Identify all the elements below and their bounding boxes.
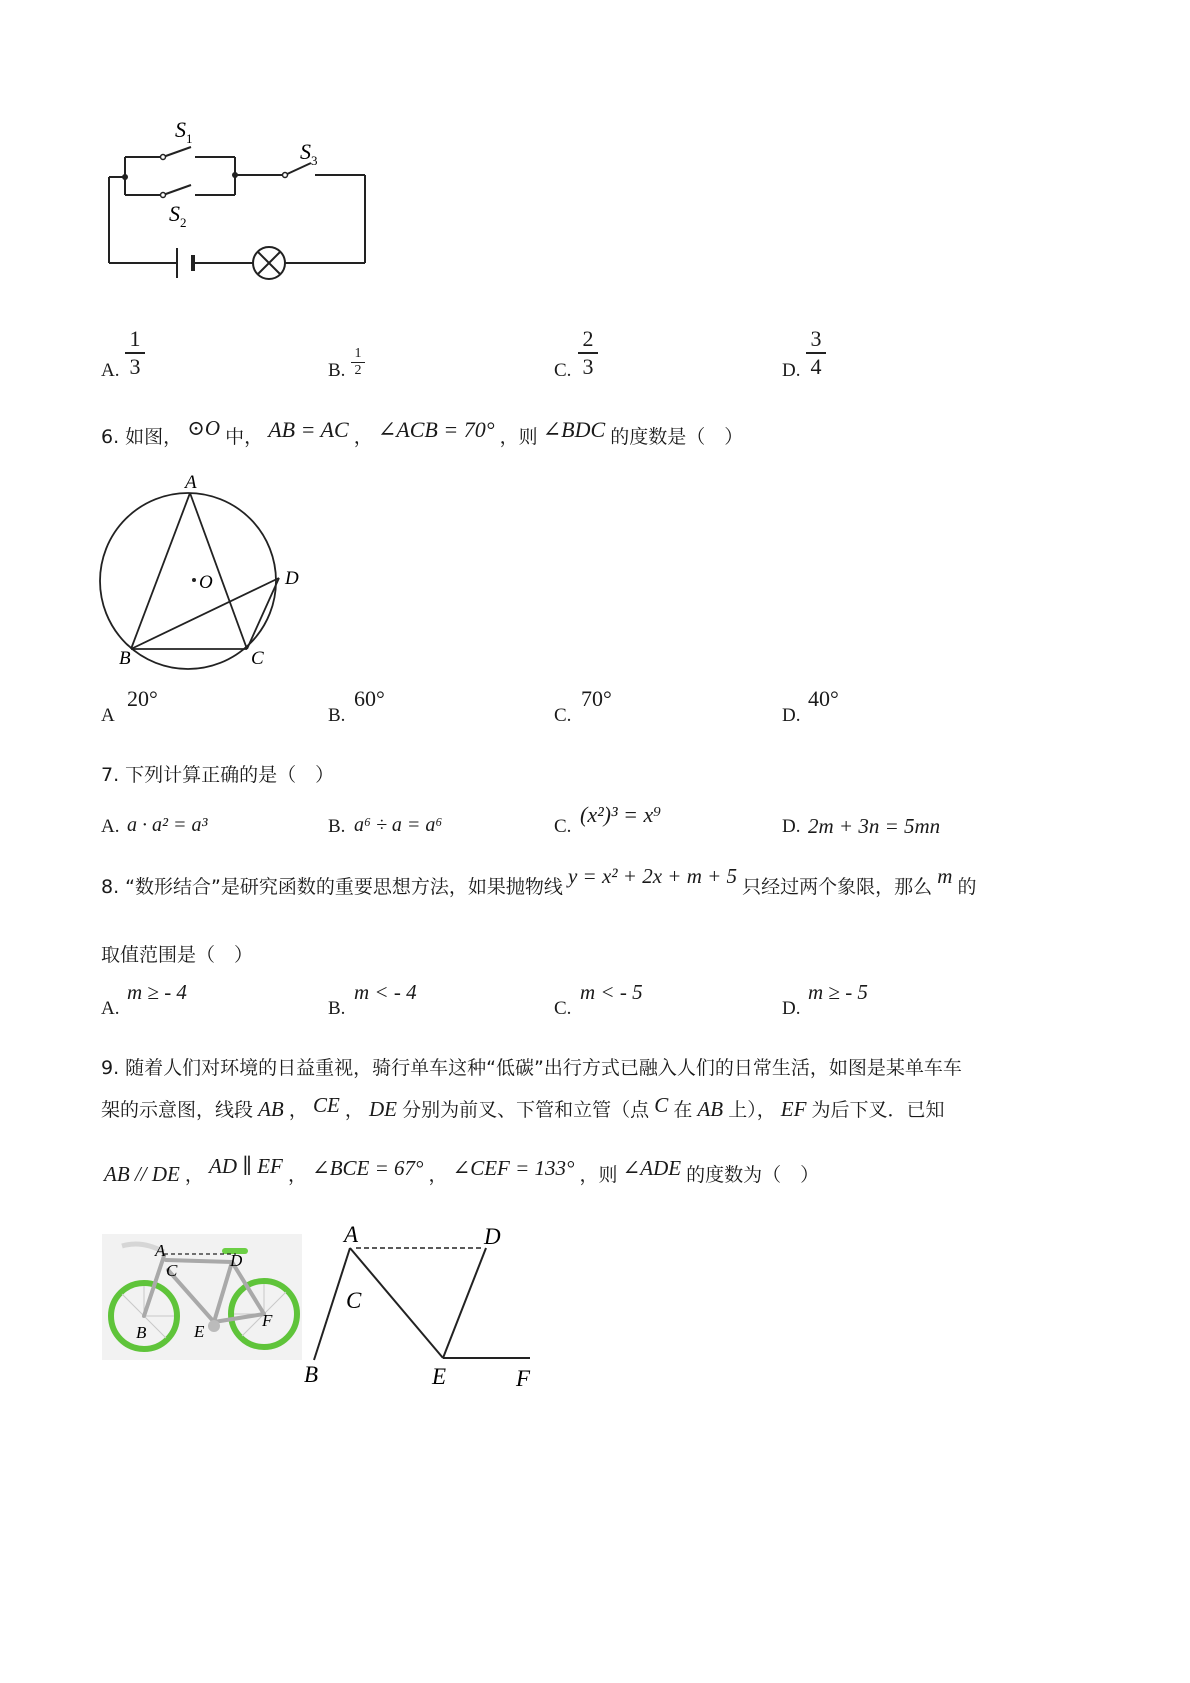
center-dot bbox=[192, 578, 196, 582]
q8-option-a-value: m ≥ - 4 bbox=[127, 980, 187, 1004]
q9-comma: ， bbox=[344, 1099, 364, 1121]
q6-circle-figure bbox=[95, 468, 325, 673]
label-c: C bbox=[251, 648, 264, 669]
figure-label-d: D bbox=[484, 1224, 501, 1249]
q7-stem: 7. 下列计算正确的是（ ） bbox=[101, 764, 335, 786]
q9-suffix: 的度数为（ ） bbox=[686, 1164, 820, 1186]
q6-arcs: AB = AC bbox=[268, 417, 349, 442]
q9-cond1: AB // DE bbox=[104, 1162, 180, 1186]
switch-icon bbox=[283, 173, 288, 178]
q9-line2-e: 为后下叉．已知 bbox=[811, 1099, 945, 1121]
photo-label-a: A bbox=[155, 1241, 166, 1260]
q5-option-c-fraction bbox=[578, 327, 598, 379]
q5-option-d-fraction bbox=[806, 327, 826, 379]
q8-option-b-value: m < - 4 bbox=[354, 980, 417, 1004]
q5-option-d-label: D. bbox=[782, 360, 801, 381]
q9-cond3: ∠BCE = 67° bbox=[312, 1156, 424, 1180]
q7-option-b-label: B. bbox=[328, 816, 346, 837]
q6-angle: ∠ACB = 70° bbox=[377, 417, 495, 442]
q6-option-a-value: 20° bbox=[127, 686, 158, 711]
q6-suffix: 的度数是（ ） bbox=[610, 426, 744, 448]
numerator: 1 bbox=[129, 326, 141, 351]
q7-option-c-value: (x²)³ = x⁹ bbox=[580, 802, 661, 827]
denominator: 4 bbox=[810, 353, 822, 379]
lamp-icon bbox=[253, 247, 285, 279]
q8-stem-line2: 取值范围是（ ） bbox=[101, 944, 254, 966]
q9-line2-b: 分别为前叉、下管和立管（点 bbox=[402, 1099, 650, 1121]
q9-then: ，则 bbox=[579, 1164, 618, 1186]
q8-option-c-value: m < - 5 bbox=[580, 980, 643, 1004]
q7-option-d-value: 2m + 3n = 5mn bbox=[808, 814, 941, 838]
figure-label-b: B bbox=[304, 1362, 319, 1387]
figure-label-a: A bbox=[344, 1222, 359, 1247]
q6-option-b-value: 60° bbox=[354, 686, 385, 711]
label-s2: $S_2$ bbox=[169, 201, 187, 230]
q8-stem-a: 8. “数形结合”是研究函数的重要思想方法，如果抛物线 bbox=[101, 876, 563, 898]
q7-option-a-value: a · a² = a³ bbox=[127, 814, 208, 836]
q6-option-d-value: 40° bbox=[808, 686, 839, 711]
q9-comma: ， bbox=[287, 1164, 307, 1186]
q7-option-a-label: A. bbox=[101, 816, 120, 837]
q9-seg-ab: AB bbox=[258, 1097, 284, 1121]
q6-prefix: 6. 如图， bbox=[101, 426, 183, 448]
q9-frame-figure bbox=[300, 1214, 545, 1399]
switch-icon bbox=[161, 155, 166, 160]
q8-option-a-label: A. bbox=[101, 998, 120, 1019]
figure-label-e: E bbox=[432, 1364, 447, 1389]
circuit-diagram bbox=[95, 115, 395, 305]
switch-icon bbox=[161, 193, 166, 198]
q6-circle: ⊙O bbox=[187, 416, 221, 440]
q6-stem bbox=[101, 416, 744, 449]
junction-dot bbox=[232, 172, 238, 178]
label-b: B bbox=[119, 648, 131, 669]
battery-icon bbox=[177, 248, 193, 278]
q6-target: ∠BDC bbox=[542, 417, 606, 442]
q9-stem-line3 bbox=[104, 1154, 820, 1187]
q7-option-c-label: C. bbox=[554, 816, 572, 837]
denominator: 2 bbox=[354, 363, 362, 378]
q5-option-a-fraction bbox=[125, 327, 145, 379]
q9-seg-de: DE bbox=[369, 1097, 398, 1121]
q9-stem-line1: 9. 随着人们对环境的日益重视，骑行单车这种“低碳”出行方式已融入人们的日常生活，如图是某单车车 bbox=[101, 1057, 962, 1079]
q8-var: m bbox=[937, 864, 953, 888]
q8-formula: y = x² + 2x + m + 5 bbox=[567, 864, 738, 888]
q7-option-b-value: a⁶ ÷ a = a⁶ bbox=[354, 814, 443, 836]
figure-label-c: C bbox=[346, 1288, 362, 1313]
label-s3: $S_3$ bbox=[300, 139, 318, 168]
q9-comma: ， bbox=[288, 1099, 308, 1121]
label-a: A bbox=[185, 472, 197, 493]
label-s1: $S_1$ bbox=[175, 117, 193, 146]
q8-stem-line1 bbox=[101, 864, 977, 899]
q8-stem-c: 的 bbox=[957, 876, 977, 898]
denominator: 3 bbox=[129, 353, 141, 379]
denominator: 3 bbox=[582, 353, 594, 379]
photo-label-c: C bbox=[166, 1261, 178, 1280]
q6-option-a-label: A bbox=[101, 705, 115, 726]
q8-stem-b: 只经过两个象限，那么 bbox=[742, 876, 933, 898]
q9-line2-a: 架的示意图，线段 bbox=[101, 1099, 254, 1121]
q8-option-c-label: C. bbox=[554, 998, 572, 1019]
q9-line2-c: 在 bbox=[673, 1099, 693, 1121]
q8-option-b-label: B. bbox=[328, 998, 346, 1019]
photo-label-b: B bbox=[136, 1323, 147, 1342]
q5-option-a-label: A. bbox=[101, 360, 120, 381]
q5-option-c-label: C. bbox=[554, 360, 572, 381]
q8-option-d-label: D. bbox=[782, 998, 801, 1019]
q6-option-c-value: 70° bbox=[581, 686, 612, 711]
q9-line2-d: 上）， bbox=[728, 1099, 776, 1121]
q6-option-b-label: B. bbox=[328, 705, 346, 726]
q8-option-d-value: m ≥ - 5 bbox=[808, 980, 868, 1004]
photo-label-f: F bbox=[262, 1311, 273, 1330]
q9-target: ∠ADE bbox=[622, 1156, 682, 1180]
q6-mid: 中， bbox=[225, 426, 264, 448]
photo-label-e: E bbox=[194, 1322, 205, 1341]
photo-label-d: D bbox=[230, 1251, 243, 1270]
numerator: 3 bbox=[810, 326, 822, 351]
label-o: O bbox=[199, 572, 213, 593]
junction-dot bbox=[122, 174, 128, 180]
numerator: 1 bbox=[354, 346, 362, 361]
q6-option-d-label: D. bbox=[782, 705, 801, 726]
q9-seg-ce: CE bbox=[312, 1093, 340, 1117]
q6-option-c-label: C. bbox=[554, 705, 572, 726]
q7-option-d-label: D. bbox=[782, 816, 801, 837]
label-d: D bbox=[285, 568, 299, 589]
q9-seg-ef: EF bbox=[780, 1097, 807, 1121]
q9-seg-ab-2: AB bbox=[697, 1097, 724, 1121]
q9-cond2: AD ∥ EF bbox=[209, 1154, 283, 1178]
q5-option-b-fraction bbox=[351, 347, 365, 378]
q6-then: ，则 bbox=[499, 426, 538, 448]
figure-label-f: F bbox=[516, 1366, 531, 1391]
q9-comma: ， bbox=[428, 1164, 448, 1186]
q9-stem-line2 bbox=[101, 1095, 945, 1122]
q9-comma: ， bbox=[184, 1164, 204, 1186]
q5-option-b-label: B. bbox=[328, 360, 346, 381]
q9-cond4: ∠CEF = 133° bbox=[452, 1156, 575, 1180]
q9-point-c: C bbox=[654, 1093, 669, 1117]
bicycle-photo bbox=[102, 1234, 302, 1360]
numerator: 2 bbox=[582, 326, 594, 351]
q6-sep: ， bbox=[353, 426, 373, 448]
